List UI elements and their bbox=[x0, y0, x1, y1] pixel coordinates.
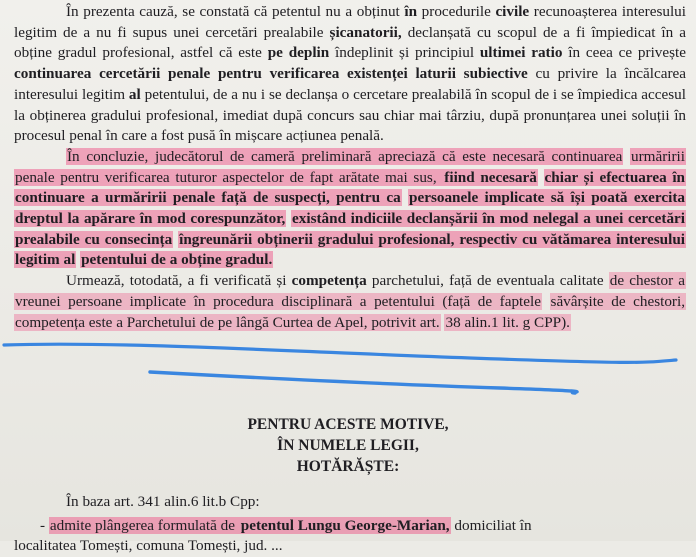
p2-l7: petentului de a obține gradul. bbox=[81, 251, 273, 269]
p3-l2: de chestor a vreunei persoane implicate în procedura disciplinară a petentului (față de faptele bbox=[15, 272, 686, 310]
heading-motives: PENTRU ACESTE MOTIVE, bbox=[247, 416, 449, 433]
p2-lead: În concluzie, judecătorul de cameră preliminară apreciază că este necesară continuarea bbox=[67, 147, 623, 165]
p1-l3-a: declanșată cu scopul de a fi împiedicat în a obține gradul profesional, astfel că este bbox=[14, 23, 686, 62]
heading-decides: HOTĂRĂȘTE: bbox=[296, 458, 400, 475]
p1-l4-a: îndeplinit și principiul bbox=[335, 44, 480, 62]
ruling-line bbox=[40, 515, 686, 537]
ruling-rest: domiciliat în bbox=[450, 517, 532, 534]
p2-l6: îngreunării obținerii gradului profesional, respectiv cu vătămarea interesului legitim al bbox=[15, 230, 685, 269]
p3-l1c: parchetului, față de eventuala calitate bbox=[366, 272, 604, 290]
legal-basis: În baza art. 341 alin.6 lit.b Cpp: bbox=[66, 493, 260, 510]
p1-l2-b: șicanatorii, bbox=[329, 23, 402, 41]
paragraph-1 bbox=[14, 2, 686, 147]
paragraph-2 bbox=[14, 147, 686, 271]
p1-l7: obținerea gradului profesional, imediat după concurs sau chiar mai târziu, după pronunțarea bbox=[29, 106, 597, 124]
p3-l3: săvârșite de chestori, competența este a Parchetului de pe lângă Curtea de Apel, potrivit art. bbox=[15, 292, 685, 331]
ruling-petitioner: petentul Lungu George-Marian, bbox=[240, 517, 450, 534]
p2-l5: existând indiciile declanșării în mod nelegal a unei cercetări prealabile cu consecința bbox=[15, 210, 685, 248]
p1-l1-a: În prezenta cauză, se constată că petentul nu a obținut bbox=[66, 3, 405, 20]
p2-l2: urmăririi penale pentru verificarea tuturor aspectelor de fapt arătate mai sus, bbox=[15, 147, 685, 186]
heading-law: ÎN NUMELE LEGII, bbox=[277, 437, 419, 454]
p2-l2b: fiind necesară bbox=[444, 168, 537, 186]
p1-l1-d: civile bbox=[495, 3, 530, 20]
p1-l6: petentului, de a nu i se declanșa o cercetare prealabilă în scopul de i se împiedica accesul la bbox=[14, 85, 686, 124]
pen-stroke-lower bbox=[150, 372, 577, 393]
p3-l4: 38 alin.1 lit. g CPP). bbox=[445, 313, 570, 331]
p1-l2-a: recunoașterea interesului legitim de a nu fi supus unei cercetări prealabile bbox=[14, 3, 686, 41]
p3-l1b: competența bbox=[291, 272, 367, 290]
p1-l1-b: în bbox=[404, 3, 418, 20]
p1-l4-d: continuarea cercetării penale bbox=[14, 65, 211, 83]
p1-l5-a: pentru verificarea existenței laturii subiective bbox=[217, 65, 528, 83]
p1-l5-c: al bbox=[128, 85, 141, 103]
ruling-text: admite plângerea formulată de bbox=[49, 517, 239, 534]
p1-l8: unei soluții în procesul penal în care a fost pusă în mișcare acțiunea penală. bbox=[14, 106, 687, 145]
p1-l1-c: procedurile bbox=[417, 3, 496, 20]
p2-l4: persoanele implicate să își poată exercita dreptul la apărare în mod corespunzător, bbox=[15, 189, 685, 228]
document-body bbox=[14, 2, 686, 333]
paragraph-3 bbox=[14, 271, 686, 333]
p3-l1a: Urmează, totodată, a fi verificată și bbox=[66, 272, 292, 290]
p1-l3-b: pe deplin bbox=[267, 44, 330, 62]
p1-l5-b: cu privire la încălcarea interesului legitim bbox=[14, 65, 687, 103]
p1-l4-b: ultimei ratio bbox=[479, 44, 563, 62]
ruling-line-2: localitatea Tomești, comuna Tomești, jud. ... bbox=[14, 537, 283, 554]
pen-stroke-upper bbox=[4, 344, 676, 362]
ruling-dash: - bbox=[40, 517, 46, 534]
p2-l3: chiar și efectuarea în continuare a urmăririi penale față de suspecți, pentru ca bbox=[15, 168, 685, 207]
p1-l4-c: în ceea ce privește bbox=[562, 44, 686, 62]
